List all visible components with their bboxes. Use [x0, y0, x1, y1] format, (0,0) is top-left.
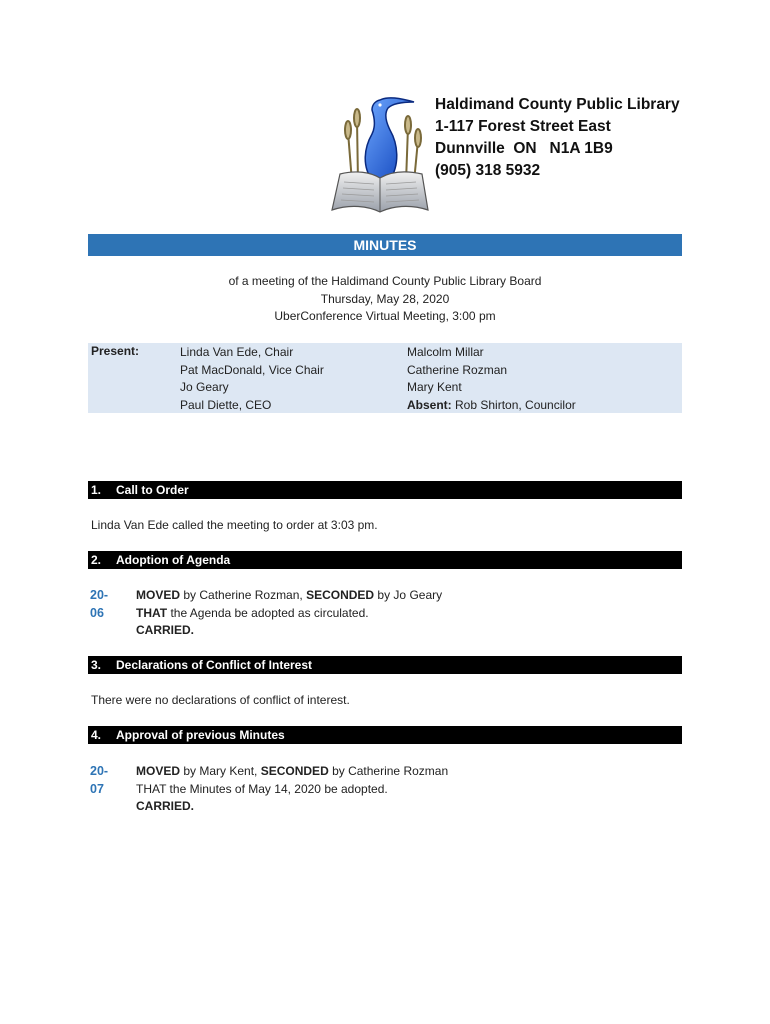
section-title: Approval of previous Minutes [116, 728, 285, 742]
meeting-subtitle [88, 273, 682, 326]
address-line-2: Dunnville ON N1A 1B9 [435, 140, 613, 157]
subtitle-line-3: UberConference Virtual Meeting, 3:00 pm [274, 309, 496, 323]
section-title: Declarations of Conflict of Interest [116, 658, 313, 672]
attendee: Linda Van Ede, Chair [180, 345, 294, 359]
section-heading-declarations [88, 656, 682, 674]
section-heading-call-to-order [88, 481, 682, 499]
org-name: Haldimand County Public Library [435, 96, 680, 113]
section-number: 2. [91, 553, 102, 567]
moved-label: MOVED [136, 588, 181, 602]
attendee: Catherine Rozman [407, 362, 508, 377]
attendee: Paul Diette, CEO [180, 397, 272, 412]
section-number: 1. [91, 483, 102, 497]
motion-that-line [136, 605, 442, 623]
heron-book-logo-icon [328, 92, 432, 218]
subtitle-line-2: Thursday, May 28, 2020 [320, 291, 450, 306]
address-line-1: 1-117 Forest Street East [435, 118, 611, 135]
phone-number: (905) 318 5932 [435, 162, 541, 179]
carried-label: CARRIED. [136, 623, 195, 637]
moved-label: MOVED [136, 764, 181, 778]
motion-moved-line [136, 763, 448, 781]
seconded-label: SECONDED [260, 764, 329, 778]
motion-body [136, 587, 442, 640]
conflict-text: There were no declarations of conflict of interest. [91, 693, 350, 707]
seconded-label: SECONDED [306, 588, 375, 602]
moved-by: by Mary Kent, [180, 764, 261, 778]
section-number: 4. [91, 728, 102, 742]
attendance-column-1 [180, 344, 324, 414]
that-label: THAT [136, 605, 168, 620]
motion-result [136, 798, 448, 816]
attendee: Jo Geary [180, 380, 229, 394]
call-to-order-text: Linda Van Ede called the meeting to order at 3:03 pm. [91, 518, 378, 532]
motion-result [136, 622, 442, 640]
attendance-column-2 [407, 344, 576, 414]
section-number: 3. [91, 658, 102, 672]
motion-that-line: THAT the Minutes of May 14, 2020 be adopted. [136, 781, 388, 796]
absent-name: Rob Shirton, Councilor [451, 397, 576, 412]
library-address-block [435, 94, 680, 182]
motion-body [136, 763, 448, 816]
motion-number: 20-07 [90, 764, 109, 796]
motion-moved-line [136, 587, 442, 605]
attendance-box [88, 343, 682, 413]
absent-line [407, 397, 576, 415]
section-heading-approval-of-minutes [88, 726, 682, 744]
minutes-title: MINUTES [88, 234, 682, 256]
seconded-by: by Catherine Rozman [328, 764, 449, 778]
attendee: Malcolm Millar [407, 345, 484, 359]
section-title: Adoption of Agenda [116, 553, 231, 567]
section-heading-adoption-of-agenda [88, 551, 682, 569]
absent-label: Absent: [407, 397, 452, 412]
attendee: Pat MacDonald, Vice Chair [180, 362, 324, 377]
attendee: Mary Kent [407, 380, 462, 394]
present-label: Present: [91, 344, 140, 358]
carried-label: CARRIED. [136, 799, 195, 813]
moved-by: by Catherine Rozman, [180, 588, 307, 602]
section-title: Call to Order [116, 483, 189, 497]
motion-number: 20-06 [90, 588, 109, 620]
that-text: the Agenda be adopted as circulated. [167, 605, 369, 620]
subtitle-line-1: of a meeting of the Haldimand County Public Library Board [228, 274, 542, 288]
seconded-by: by Jo Geary [374, 588, 443, 602]
